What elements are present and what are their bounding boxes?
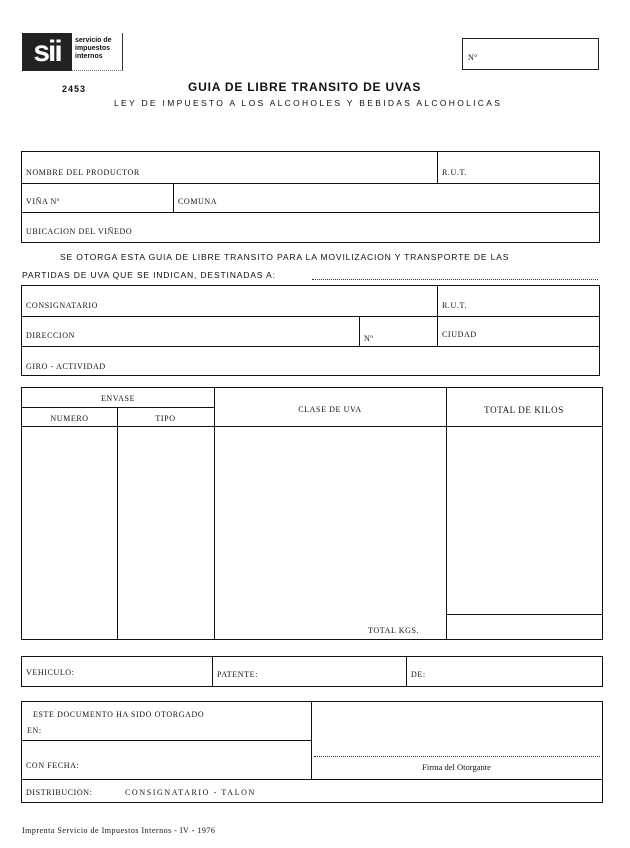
sii-logo	[22, 33, 123, 71]
plate-label: PATENTE:	[217, 670, 258, 679]
divider	[22, 779, 602, 780]
folio-number-field[interactable]	[462, 38, 599, 70]
in-label: EN:	[27, 726, 42, 735]
consignee-field[interactable]	[22, 286, 437, 316]
address-label: DIRECCION	[26, 331, 75, 340]
from-label: DE:	[411, 670, 426, 679]
date-field[interactable]	[22, 740, 311, 779]
address-number-label: Nº	[364, 334, 374, 343]
plate-field[interactable]	[212, 657, 406, 686]
folio-label: Nº	[468, 53, 478, 62]
producer-rut-field[interactable]	[437, 152, 599, 183]
column-header-number: NUMERO	[50, 414, 89, 423]
comuna-label: COMUNA	[178, 197, 218, 206]
transport-section	[21, 656, 603, 687]
producer-name-field[interactable]	[22, 152, 437, 183]
grape-class-column-field[interactable]	[214, 427, 446, 639]
producer-name-label: NOMBRE DEL PRODUCTOR	[26, 168, 140, 177]
consignee-label: CONSIGNATARIO	[26, 301, 99, 310]
date-label: CON FECHA:	[26, 761, 80, 770]
signature-label: Firma del Otorgante	[422, 762, 491, 772]
signature-field[interactable]	[311, 702, 602, 779]
comuna-field[interactable]	[173, 183, 599, 212]
vineyard-number-label: VIÑA Nº	[26, 197, 61, 206]
total-kgs-label: TOTAL KGS.	[368, 626, 420, 635]
declaration-line-1: SE OTORGA ESTA GUIA DE LIBRE TRANSITO PARA LA MOVILIZACION Y TRANSPORTE DE LAS	[60, 252, 510, 262]
divider	[22, 407, 214, 408]
vineyard-number-field[interactable]	[22, 183, 173, 212]
type-column-field[interactable]	[117, 427, 214, 639]
vineyard-location-label: UBICACION DEL VIÑEDO	[26, 227, 133, 236]
producer-rut-label: R.U.T.	[442, 168, 468, 177]
serial-number: 2453	[62, 84, 87, 94]
container-header: ENVASE	[100, 394, 136, 403]
column-header-total-kilos: TOTAL DE KILOS	[484, 405, 564, 415]
address-number-field[interactable]	[359, 316, 437, 346]
kilos-column-field[interactable]	[446, 427, 602, 614]
vehicle-label: VEHICULO:	[26, 668, 75, 677]
consignee-rut-field[interactable]	[437, 286, 599, 316]
city-field[interactable]	[437, 316, 599, 346]
logo-mark: sii	[22, 33, 72, 71]
from-field[interactable]	[406, 657, 602, 686]
issuance-section	[21, 701, 603, 803]
consignee-section	[21, 285, 600, 376]
destination-field[interactable]	[312, 271, 598, 280]
address-field[interactable]	[22, 316, 359, 346]
logo-text: servicio de impuestos internos	[75, 37, 112, 60]
activity-field[interactable]	[22, 346, 599, 375]
vineyard-location-field[interactable]	[22, 212, 599, 242]
issued-in-field[interactable]	[22, 702, 311, 740]
distribution-label: DISTRIBUCION:	[26, 788, 93, 797]
issued-label: ESTE DOCUMENTO HA SIDO OTORGADO	[33, 710, 205, 719]
vehicle-field[interactable]	[22, 657, 212, 686]
column-header-type: TIPO	[155, 414, 176, 423]
number-column-field[interactable]	[22, 427, 117, 639]
consignee-rut-label: R.U.T.	[442, 301, 468, 310]
document-subtitle: LEY DE IMPUESTO A LOS ALCOHOLES Y BEBIDAS ALCOHOLICAS	[114, 98, 503, 108]
goods-table	[21, 387, 603, 640]
declaration-line-2: PARTIDAS DE UVA QUE SE INDICAN, DESTINADAS A:	[22, 270, 276, 280]
activity-label: GIRO - ACTIVIDAD	[26, 362, 106, 371]
distribution-value: CONSIGNATARIO - TALON	[125, 788, 256, 797]
total-kgs-field[interactable]	[446, 615, 602, 639]
printer-imprint: Imprenta Servicio de Impuestos Internos - IV - 1976	[22, 826, 216, 835]
city-label: CIUDAD	[442, 330, 477, 339]
producer-section	[21, 151, 600, 243]
column-header-grape-class: CLASE DE UVA	[298, 405, 362, 414]
document-title: GUIA DE LIBRE TRANSITO DE UVAS	[188, 80, 422, 94]
